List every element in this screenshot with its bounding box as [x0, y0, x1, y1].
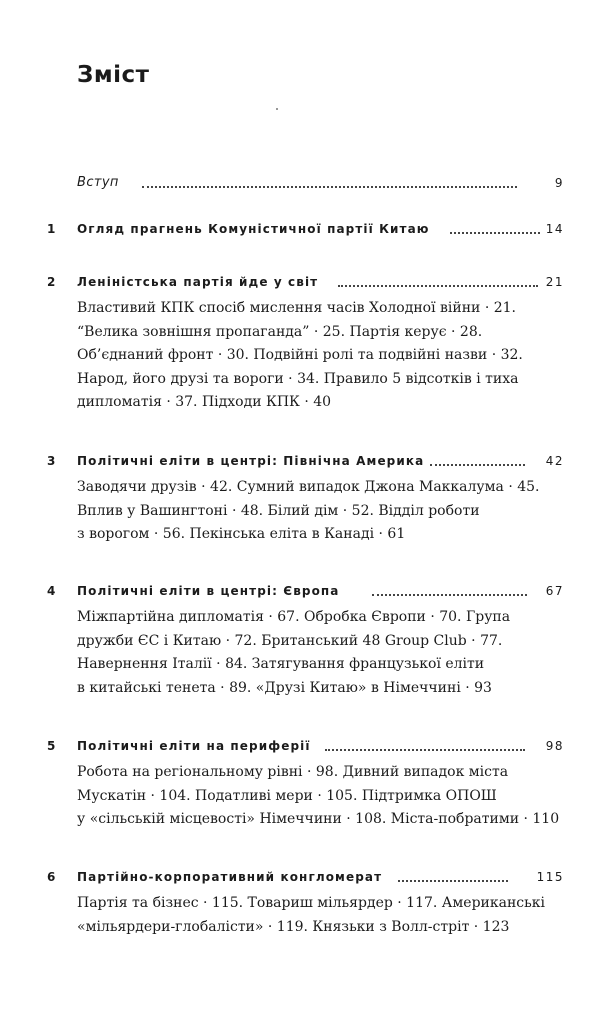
dot-leader	[325, 749, 525, 751]
chapter-page: 67	[545, 584, 564, 598]
toc-entry-chapter-5	[0, 737, 600, 827]
chapter-title[interactable]: Ленiнiстська партiя йде у свiт	[77, 275, 319, 289]
section-line: Робота на регіональному рівні · 98. Дивний випадок міста	[77, 764, 509, 780]
chapter-page: 14	[545, 222, 564, 236]
dot-leader	[398, 880, 508, 882]
toc-entry-chapter-1	[0, 220, 600, 242]
section-line: Мускатін · 104. Податливі мери · 105. Підтримка ОПОШ	[77, 787, 497, 804]
section-line: дружби ЄС і Китаю · 72. Британський 48 Group Club · 77.	[77, 632, 503, 649]
chapter-number: 1	[47, 222, 56, 236]
chapter-sections	[77, 606, 557, 700]
chapter-sections	[77, 761, 560, 832]
entry-page: 9	[554, 176, 564, 190]
dot-leader	[338, 285, 538, 287]
toc-entry-intro	[0, 174, 600, 196]
decorative-dot	[276, 108, 278, 110]
section-line: Навернення Італії · 84. Затягування французької еліти	[77, 656, 485, 672]
chapter-sections	[77, 892, 557, 939]
chapter-title[interactable]: Полiтичнi елiти в центрi: Пiвнiчна Америка	[77, 454, 425, 468]
chapter-number: 4	[47, 584, 56, 598]
section-line: Народ, його друзі та вороги · 34. Правило 5 відсотків і тиха	[77, 370, 519, 387]
section-line: Властивий КПК спосіб мислення часів Холодної війни · 21.	[77, 300, 516, 316]
section-line: «мільярдери-глобалісти» · 119. Князьки з Волл-стріт · 123	[77, 918, 510, 935]
chapter-number: 5	[47, 739, 56, 753]
section-line: Об’єднаний фронт · 30. Подвійні ролі та подвійні назви · 32.	[77, 347, 523, 363]
chapter-title[interactable]: Полiтичнi елiти на перифeрiї	[77, 739, 311, 753]
chapter-sections	[77, 476, 557, 547]
chapter-number: 2	[47, 275, 56, 289]
dot-leader	[430, 464, 525, 466]
page-title: Зміст	[77, 62, 150, 88]
dot-leader	[142, 186, 517, 188]
section-line: Вплив у Вашингтоні · 48. Білий дім · 52. Відділ роботи	[77, 502, 480, 519]
section-line: “Велика зовнішня пропаганда” · 25. Партія керує · 28.	[77, 323, 483, 340]
chapter-page: 98	[545, 739, 564, 753]
chapter-page: 42	[545, 454, 564, 468]
section-line: Міжпартійна дипломатія · 67. Обробка Європи · 70. Група	[77, 609, 511, 625]
section-line: дипломатія · 37. Підходи КПК · 40	[77, 394, 332, 410]
toc-entry-chapter-4	[0, 582, 600, 696]
section-line: Заводячи друзів · 42. Сумний випадок Джона Маккалума · 45.	[77, 479, 540, 495]
dot-leader	[372, 594, 527, 596]
entry-title[interactable]: Вступ	[77, 175, 119, 190]
section-line: у «сільській місцевості» Німеччини · 108. Міста-побратими · 110	[77, 811, 560, 827]
dot-leader	[450, 232, 540, 234]
section-line: в китайські тенета · 89. «Друзі Китаю» в Німеччині · 93	[77, 679, 492, 696]
chapter-number: 3	[47, 454, 56, 468]
chapter-title[interactable]: Партiйно-корпоративний конгломерат	[77, 870, 383, 884]
chapter-title[interactable]: Полiтичнi елiти в центрi: Європа	[77, 584, 340, 598]
section-line: Партія та бізнес · 115. Товариш мільярдер · 117. Американські	[77, 895, 545, 911]
toc-entry-chapter-3	[0, 452, 600, 542]
toc-entry-chapter-2	[0, 273, 600, 410]
chapter-sections	[77, 297, 557, 415]
chapter-page: 115	[536, 870, 564, 884]
toc-entry-chapter-6	[0, 868, 600, 935]
chapter-number: 6	[47, 870, 56, 884]
section-line: з ворогом · 56. Пекінська еліта в Канаді · 61	[77, 526, 406, 542]
chapter-page: 21	[545, 275, 564, 289]
chapter-title[interactable]: Огляд прагнень Комуністичної партії Китаю	[77, 222, 430, 236]
